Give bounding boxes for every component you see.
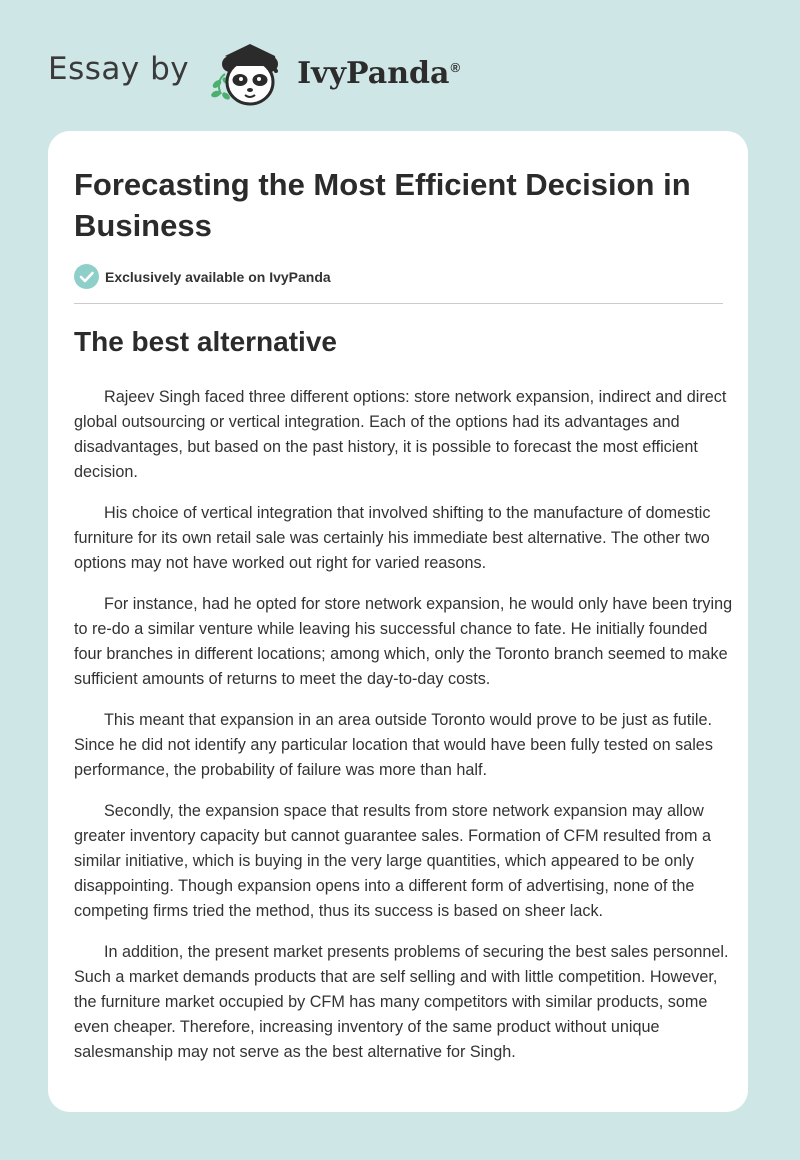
site-header-brand[interactable] bbox=[48, 32, 460, 112]
exclusive-badge bbox=[74, 264, 331, 289]
check-circle-icon bbox=[74, 264, 99, 289]
paragraph: This meant that expansion in an area outside Toronto would prove to be just as futile. Since he did not identify any particular location that would have been fully tested on sales performance, the probability of failure was more than half. bbox=[74, 711, 713, 779]
paragraph: Secondly, the expansion space that results from store network expansion may allow greater inventory capacity but cannot guarantee sales. Formation of CFM resulted from a similar initiative, which is buying in the very large quantities, which appeared to be only disappointing. Though expansion opens into a different form of advertising, none of the competing firms tried the method, thus its success is based on sheer lack. bbox=[74, 802, 712, 920]
section-heading: The best alternative bbox=[74, 326, 337, 357]
essay-card bbox=[48, 131, 748, 1112]
brand-name: IvyPanda® bbox=[297, 55, 461, 91]
paragraph: For instance, had he opted for store network expansion, he would only have been trying to re-do a similar venture while leaving his successful chance to fate. He initially founded four branches in different locations; among which, only the Toronto branch seemed to make sufficient amounts of returns to meet the day-to-day costs. bbox=[74, 595, 733, 688]
essay-body bbox=[74, 385, 734, 1081]
exclusive-badge-text: Exclusively available on IvyPanda bbox=[105, 268, 331, 285]
panda-graduate-logo-icon bbox=[203, 34, 291, 110]
paragraph: His choice of vertical integration that involved shifting to the manufacture of domestic furniture for its own retail sale was certainly his immediate best alternative. The other two options may not have worked out right for varied reasons. bbox=[74, 504, 711, 572]
registered-mark: ® bbox=[450, 59, 461, 75]
brand-prefix: Essay by bbox=[48, 51, 190, 87]
paragraph: Rajeev Singh faced three different options: store network expansion, indirect and direct global outsourcing or vertical integration. Each of the options had its advantages and disadvantages, but based on the past history, it is possible to forecast the most efficient decision. bbox=[74, 388, 727, 481]
page-title: Forecasting the Most Efficient Decision in Business bbox=[74, 167, 691, 243]
title-divider bbox=[74, 303, 723, 304]
paragraph: In addition, the present market presents problems of securing the best sales personnel. Such a market demands products that are self selling and with little competition. However, the furniture market occupied by CFM has many competitors with similar products, some even cheaper. Therefore, increasing inventory of the same product without unique salesmanship may not serve as the best alternative for Singh. bbox=[74, 943, 729, 1061]
